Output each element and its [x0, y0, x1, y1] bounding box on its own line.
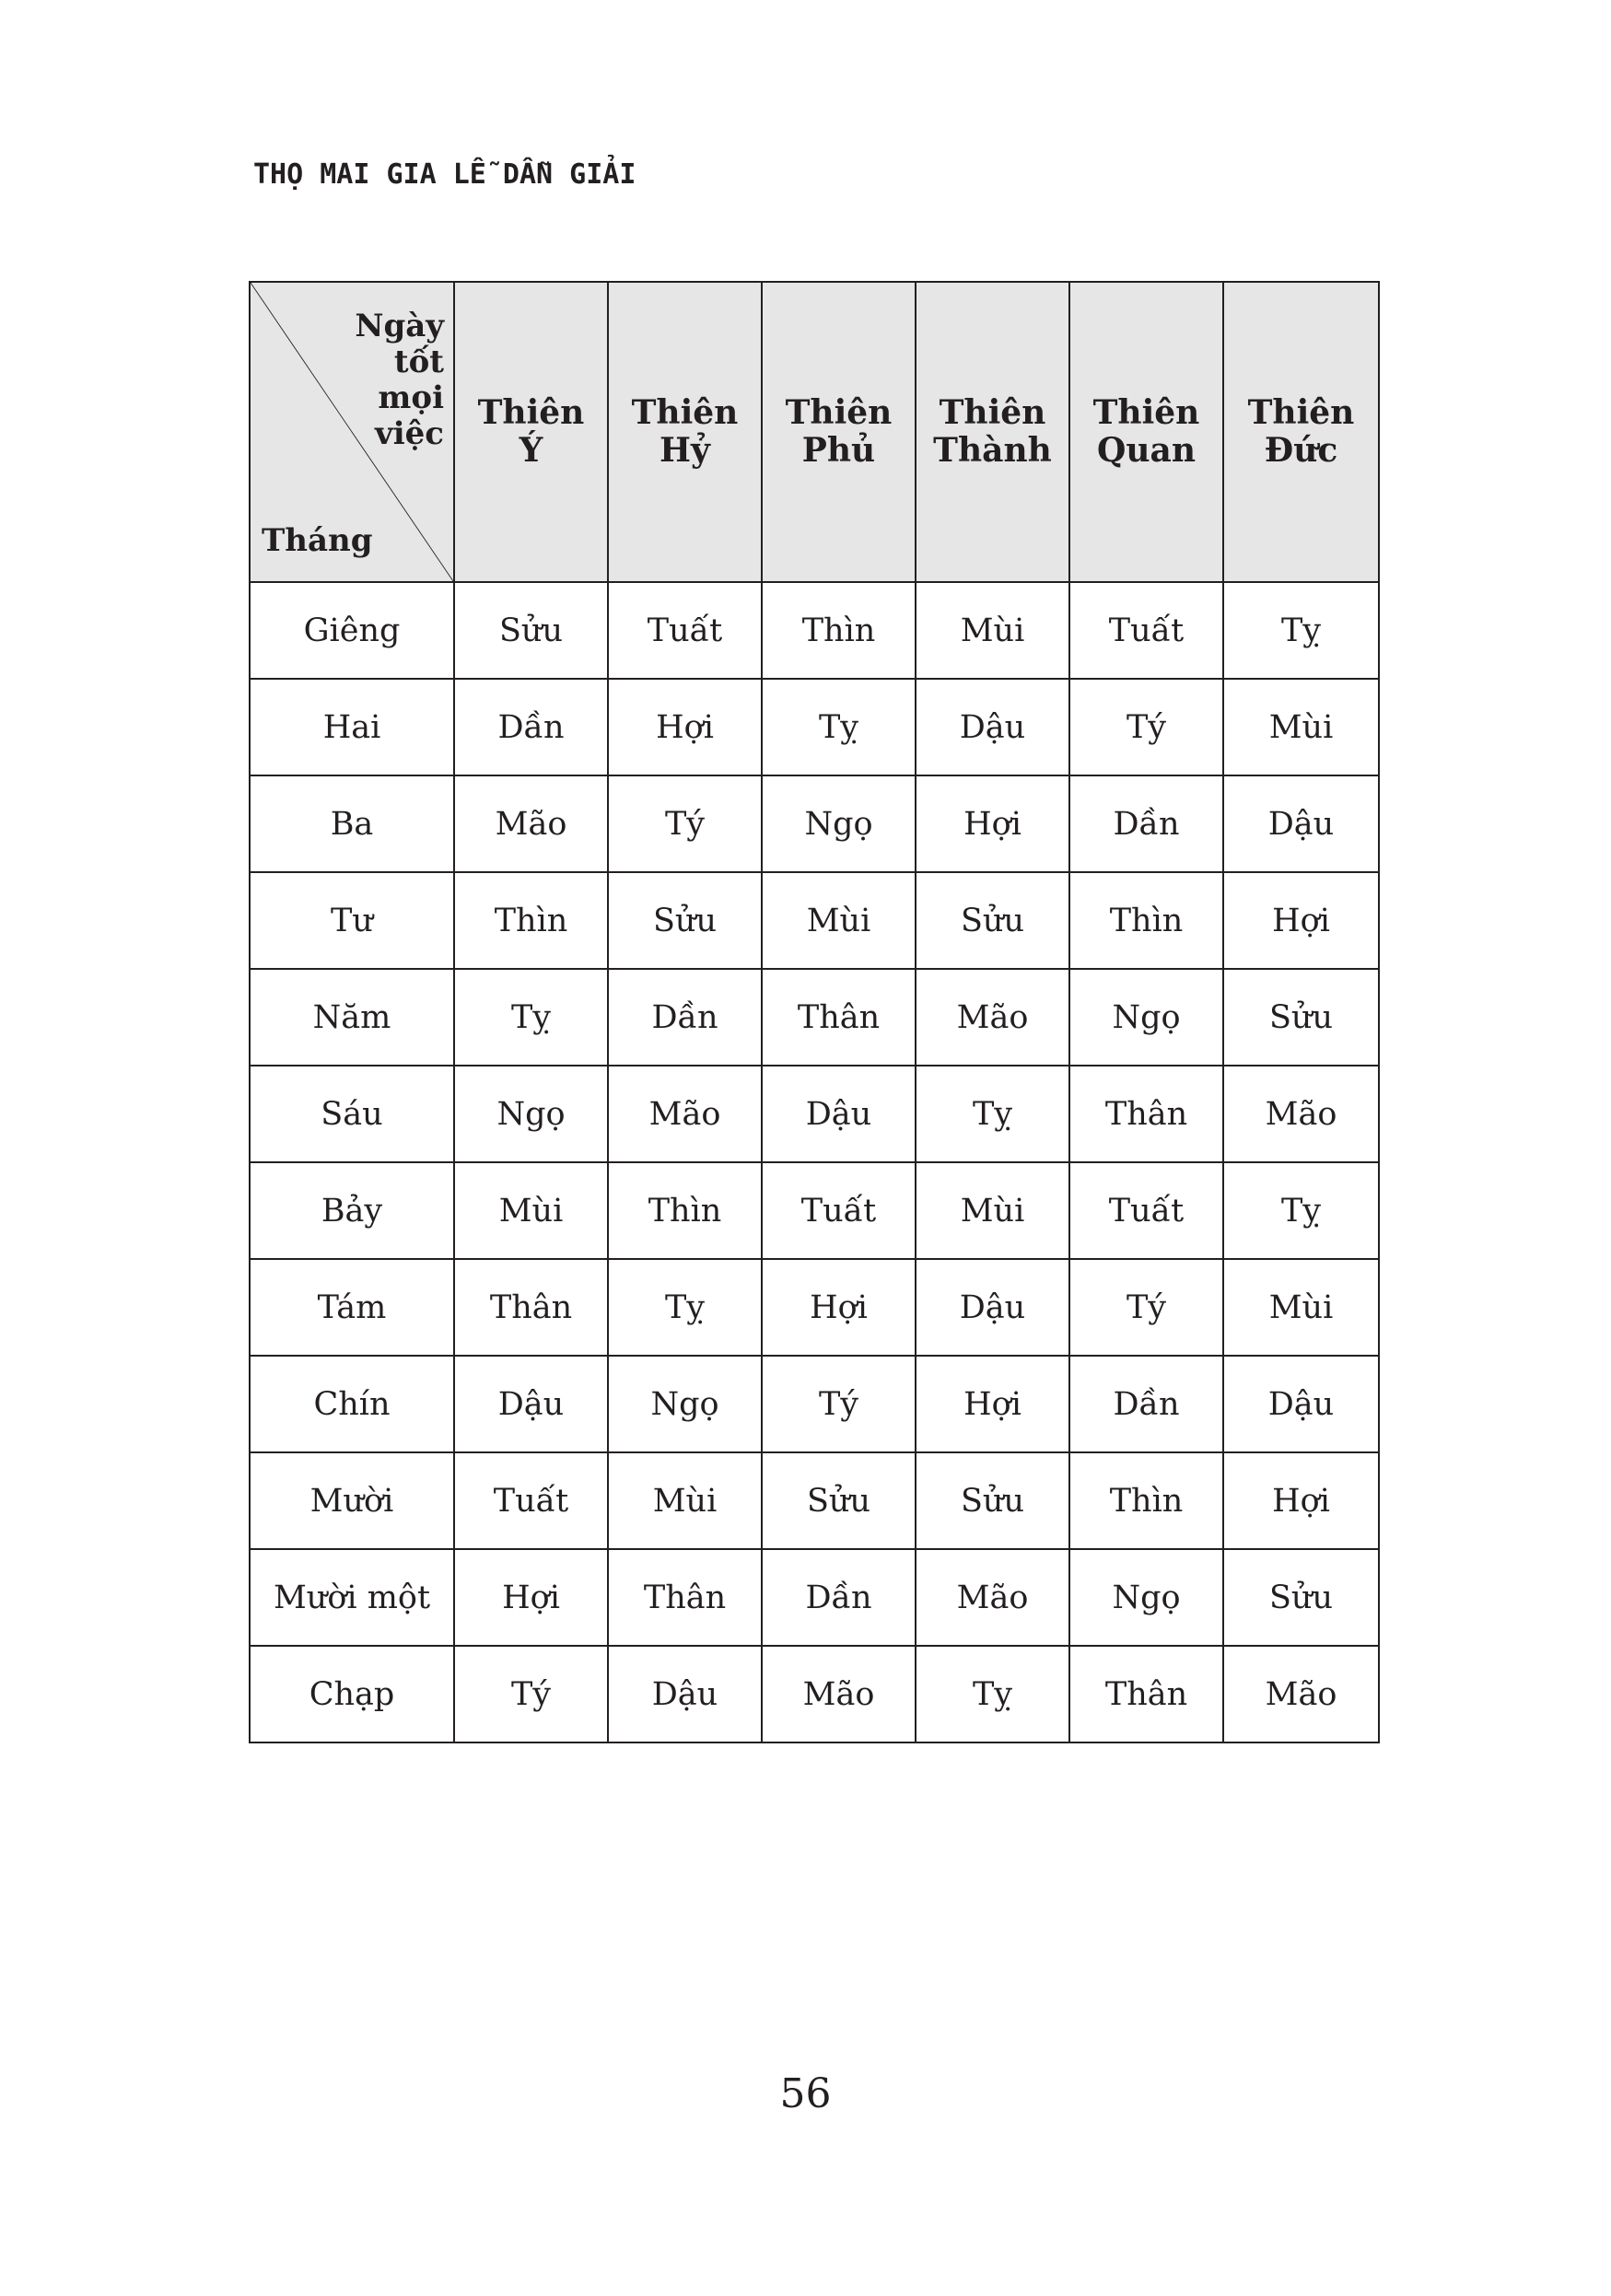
month-cell: Chín	[250, 1356, 454, 1452]
table-cell: Sửu	[916, 1452, 1069, 1549]
table-cell: Thân	[1069, 1646, 1223, 1742]
table-cell: Hợi	[454, 1549, 608, 1646]
table-row	[250, 1452, 1379, 1549]
table-cell: Thìn	[608, 1162, 762, 1259]
table-cell: Dậu	[608, 1646, 762, 1742]
table-cell: Hợi	[1223, 872, 1379, 969]
table-cell: Sửu	[608, 872, 762, 969]
corner-label-month: Tháng	[262, 521, 373, 559]
table-row	[250, 1259, 1379, 1356]
table-row	[250, 1646, 1379, 1742]
table-cell: Ngọ	[1069, 1549, 1223, 1646]
table-cell: Ngọ	[1069, 969, 1223, 1066]
table-row	[250, 679, 1379, 775]
table-cell: Thân	[608, 1549, 762, 1646]
table-cell: Dậu	[916, 679, 1069, 775]
table-row	[250, 872, 1379, 969]
table-row	[250, 1356, 1379, 1452]
table-cell: Tý	[1069, 679, 1223, 775]
table-cell: Tý	[454, 1646, 608, 1742]
table-cell: Tỵ	[1223, 1162, 1379, 1259]
month-cell: Giêng	[250, 582, 454, 679]
table-cell: Hợi	[762, 1259, 916, 1356]
table-cell: Thìn	[454, 872, 608, 969]
table-cell: Mùi	[608, 1452, 762, 1549]
table-cell: Thìn	[762, 582, 916, 679]
table-cell: Mùi	[454, 1162, 608, 1259]
column-header: Thiên Phủ	[762, 282, 916, 582]
table-cell: Tỵ	[916, 1646, 1069, 1742]
table-cell: Thìn	[1069, 1452, 1223, 1549]
table-cell: Tỵ	[762, 679, 916, 775]
table-row	[250, 1549, 1379, 1646]
table-row	[250, 775, 1379, 872]
page-number: 56	[779, 2070, 832, 2117]
table-cell: Thân	[762, 969, 916, 1066]
table-cell: Dậu	[1223, 775, 1379, 872]
table-cell: Sửu	[1223, 1549, 1379, 1646]
month-cell: Năm	[250, 969, 454, 1066]
column-header: Thiên Thành	[916, 282, 1069, 582]
table-cell: Dậu	[762, 1066, 916, 1162]
table-cell: Dần	[1069, 775, 1223, 872]
header-row	[250, 282, 1379, 582]
running-head: THỌ MAI GIA LỄ DẪN GIẢI	[253, 158, 636, 191]
table-cell: Tý	[608, 775, 762, 872]
table-cell: Mùi	[762, 872, 916, 969]
table-cell: Thân	[454, 1259, 608, 1356]
month-cell: Bảy	[250, 1162, 454, 1259]
table-row	[250, 1162, 1379, 1259]
table-cell: Dần	[454, 679, 608, 775]
table-cell: Mão	[1223, 1066, 1379, 1162]
table-cell: Tý	[762, 1356, 916, 1452]
table-cell: Mão	[454, 775, 608, 872]
table-cell: Thìn	[1069, 872, 1223, 969]
table-cell: Dần	[608, 969, 762, 1066]
table-cell: Tuất	[454, 1452, 608, 1549]
month-cell: Hai	[250, 679, 454, 775]
table-cell: Tuất	[1069, 1162, 1223, 1259]
table-cell: Hợi	[608, 679, 762, 775]
good-days-table	[249, 281, 1380, 1743]
table-cell: Tỵ	[1223, 582, 1379, 679]
table-cell: Mùi	[916, 582, 1069, 679]
table-cell: Mùi	[1223, 679, 1379, 775]
table-cell: Tuất	[1069, 582, 1223, 679]
table-cell: Sửu	[762, 1452, 916, 1549]
table-cell: Mão	[762, 1646, 916, 1742]
table-cell: Ngọ	[762, 775, 916, 872]
column-header: Thiên Đức	[1223, 282, 1379, 582]
table-cell: Mão	[1223, 1646, 1379, 1742]
table-cell: Mùi	[1223, 1259, 1379, 1356]
table-cell: Dậu	[454, 1356, 608, 1452]
month-cell: Mười một	[250, 1549, 454, 1646]
corner-header-cell	[250, 282, 454, 582]
table-cell: Mão	[916, 969, 1069, 1066]
table-cell: Tuất	[608, 582, 762, 679]
table-cell: Dậu	[916, 1259, 1069, 1356]
table-cell: Dậu	[1223, 1356, 1379, 1452]
column-header: Thiên Quan	[1069, 282, 1223, 582]
table-cell: Ngọ	[608, 1356, 762, 1452]
month-cell: Sáu	[250, 1066, 454, 1162]
table-cell: Mùi	[916, 1162, 1069, 1259]
table-cell: Dần	[1069, 1356, 1223, 1452]
table-cell: Tuất	[762, 1162, 916, 1259]
column-header: Thiên Ý	[454, 282, 608, 582]
table-cell: Tỵ	[916, 1066, 1069, 1162]
table-row	[250, 969, 1379, 1066]
table-cell: Dần	[762, 1549, 916, 1646]
month-cell: Mười	[250, 1452, 454, 1549]
corner-label-days: Ngày tốt mọi việc	[355, 308, 444, 453]
table-cell: Sửu	[1223, 969, 1379, 1066]
month-cell: Tư	[250, 872, 454, 969]
month-cell: Chạp	[250, 1646, 454, 1742]
table-cell: Mão	[916, 1549, 1069, 1646]
table-row	[250, 582, 1379, 679]
month-cell: Ba	[250, 775, 454, 872]
table-cell: Sửu	[916, 872, 1069, 969]
table-cell: Ngọ	[454, 1066, 608, 1162]
table-cell: Hợi	[916, 775, 1069, 872]
table-cell: Mão	[608, 1066, 762, 1162]
table-cell: Hợi	[916, 1356, 1069, 1452]
table-row	[250, 1066, 1379, 1162]
table-cell: Hợi	[1223, 1452, 1379, 1549]
table-cell: Tỵ	[454, 969, 608, 1066]
column-header: Thiên Hỷ	[608, 282, 762, 582]
month-cell: Tám	[250, 1259, 454, 1356]
table-cell: Tý	[1069, 1259, 1223, 1356]
table-cell: Sửu	[454, 582, 608, 679]
table-cell: Thân	[1069, 1066, 1223, 1162]
table-cell: Tỵ	[608, 1259, 762, 1356]
